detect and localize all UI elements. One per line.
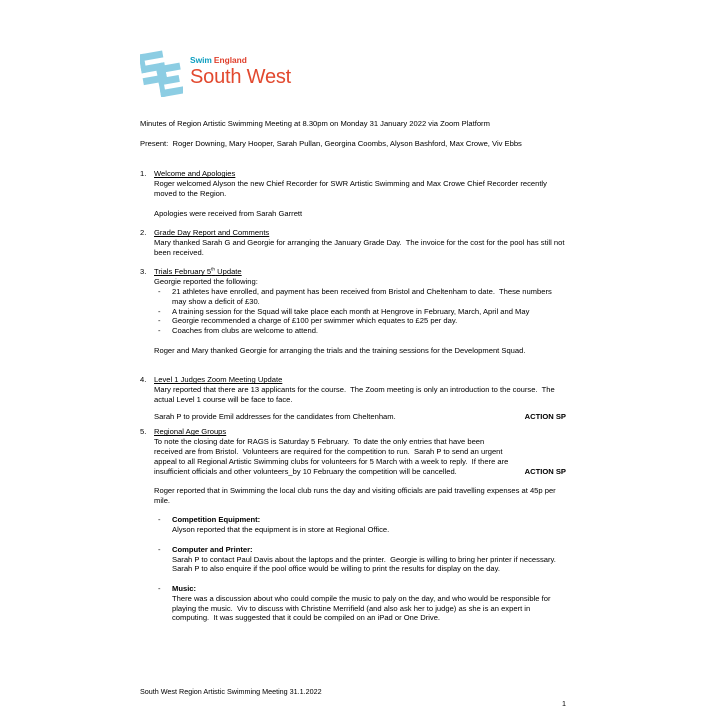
sub-item-label: Music: bbox=[172, 584, 197, 594]
sub-item-label: Competition Equipment: bbox=[172, 515, 261, 525]
paragraph-text: Georgie reported the following: bbox=[154, 277, 258, 287]
bullet-dash: - bbox=[158, 584, 161, 594]
paragraph bbox=[154, 437, 566, 476]
paragraph-text: Roger and Mary thanked Georgie for arranging the trials and the training sessions for the Development Squad. bbox=[154, 345, 526, 355]
sub-item bbox=[154, 545, 566, 574]
section-title bbox=[154, 228, 269, 238]
section-3 bbox=[140, 267, 566, 355]
paragraph bbox=[154, 277, 566, 287]
sub-item-body bbox=[172, 584, 566, 623]
section-number: 5. bbox=[140, 427, 147, 437]
paragraph bbox=[154, 385, 566, 405]
paragraph-text: Roger reported that in Swimming the local club runs the day and visiting officials are paid travelling expenses at 45p per mile. bbox=[154, 486, 558, 505]
sub-item-label: Computer and Printer: bbox=[172, 544, 253, 554]
paragraph bbox=[154, 346, 566, 356]
sub-item-text: Alyson reported that the equipment is in store at Regional Office. bbox=[172, 525, 390, 535]
section-title bbox=[154, 427, 226, 437]
section-title-text: Regional Age Groups bbox=[154, 427, 227, 437]
logo-brand-line bbox=[190, 56, 291, 66]
paragraph-text: Mary thanked Sarah G and Georgie for arranging the January Grade Day. The invoice for the cost for the pool has still not been received. bbox=[154, 237, 567, 257]
section-number: 4. bbox=[140, 375, 147, 385]
present-attendees: Present: Roger Downing, Mary Hooper, Sarah Pullan, Georgina Coombs, Alyson Bashford, Max Crowe, Viv Ebbs bbox=[140, 138, 522, 148]
section-title-text: Update bbox=[215, 267, 242, 277]
section-title bbox=[154, 169, 235, 179]
section-1 bbox=[140, 169, 566, 218]
paragraph-text: To note the closing date for RAGS is Saturday 5 February. To date the only entries that have been received are from Bristol. Volunteers are required for the competition to run. Sarah P to send an urgent appeal to all Regional Artistic Swimming clubs for volunteers for 5 March with a week to reply. If there are insufficient officials and other volunteers_by 10 February the competition will be cancelled. bbox=[154, 437, 511, 476]
paragraph-text: Apologies were received from Sarah Garrett bbox=[154, 208, 303, 218]
sub-item-body bbox=[172, 515, 566, 535]
bullet-dash: - bbox=[158, 544, 161, 554]
paragraph bbox=[154, 238, 566, 258]
sections-list bbox=[140, 169, 566, 623]
bullet-item bbox=[154, 287, 566, 307]
section-title-text: Level 1 Judges Zoom Meeting Update bbox=[154, 375, 283, 385]
section-title bbox=[154, 375, 282, 385]
swim-england-logo-icon bbox=[140, 50, 183, 97]
bullet-dash: - bbox=[158, 286, 161, 296]
section-5 bbox=[140, 427, 566, 623]
paragraph-text: Roger welcomed Alyson the new Chief Recorder for SWR Artistic Swimming and Max Crowe Chief Recorder recently moved to the Region. bbox=[154, 179, 550, 198]
section-number: 2. bbox=[140, 228, 147, 238]
ordinal-suffix: th bbox=[211, 266, 216, 272]
logo-brand-swim: Swim bbox=[190, 55, 212, 65]
paragraph bbox=[154, 412, 566, 422]
paragraph bbox=[154, 486, 566, 506]
paragraph bbox=[154, 209, 566, 219]
logo-brand-england: England bbox=[213, 55, 247, 65]
bullet-dash: - bbox=[158, 306, 161, 316]
sub-item-text: There was a discussion about who could compile the music to paly on the day, and who would be responsible for playing the music. Viv to discuss with Christine Merrifield (and also ask her to judge) as she is an expert in computing. It was suggested that it could be compiled on an iPad or One Drive. bbox=[172, 593, 553, 623]
page-number: 1 bbox=[562, 699, 566, 708]
logo-text bbox=[190, 50, 291, 89]
section-4 bbox=[140, 375, 566, 421]
sub-item bbox=[154, 515, 566, 535]
bullet-dash: - bbox=[158, 316, 161, 326]
section-heading bbox=[140, 427, 566, 437]
logo-region-name: South West bbox=[190, 65, 292, 88]
sub-item-body bbox=[172, 545, 566, 574]
bullet-item bbox=[154, 316, 566, 326]
page-footer bbox=[140, 687, 566, 708]
bullet-text: 21 athletes have enrolled, and payment has been received from Bristol and Cheltenham to date. These numbers may show a deficit of £30. bbox=[172, 286, 554, 306]
section-heading bbox=[140, 267, 566, 277]
section-body bbox=[154, 385, 566, 421]
bullet-text: A training session for the Squad will take place each month at Hengrove in February, March, April and May bbox=[172, 306, 530, 316]
swim-england-south-west-logo bbox=[140, 50, 566, 97]
sub-item-text: Sarah P to contact Paul Davis about the laptops and the printer. Georgie is willing to bring her printer if necessary. Sarah P to also enquire if the pool office would be willing to print the results for display on the day. bbox=[172, 554, 561, 574]
section-number: 1. bbox=[140, 169, 147, 179]
bullet-item bbox=[154, 307, 566, 317]
bullet-item bbox=[154, 326, 566, 336]
section-body bbox=[154, 179, 566, 218]
section-heading bbox=[140, 169, 566, 179]
paragraph-text: Sarah P to provide Emil addresses for the candidates from Cheltenham. bbox=[154, 411, 396, 421]
section-heading bbox=[140, 375, 566, 385]
section-2 bbox=[140, 228, 566, 257]
bullet-text: Coaches from clubs are welcome to attend. bbox=[172, 326, 319, 336]
action-label: ACTION SP bbox=[524, 411, 566, 421]
document-page bbox=[140, 50, 566, 623]
section-body bbox=[154, 277, 566, 355]
bullet-dash: - bbox=[158, 515, 161, 525]
section-title bbox=[154, 267, 242, 277]
section-title-text: Trials February 5 bbox=[154, 267, 212, 277]
section-title-text: Welcome and Apologies bbox=[154, 169, 236, 179]
meeting-title: Minutes of Region Artistic Swimming Meeting at 8.30pm on Monday 31 January 2022 via Zoom Platform bbox=[140, 119, 490, 128]
section-body bbox=[154, 437, 566, 623]
section-number: 3. bbox=[140, 267, 147, 277]
bullet-text: Georgie recommended a charge of £100 per swimmer which equates to £25 per day. bbox=[172, 316, 458, 326]
section-body bbox=[154, 238, 566, 258]
bullet-dash: - bbox=[158, 326, 161, 336]
section-title-text: Grade Day Report and Comments bbox=[154, 228, 270, 238]
action-label: ACTION SP bbox=[524, 466, 566, 476]
sub-item bbox=[154, 584, 566, 623]
section-heading bbox=[140, 228, 566, 238]
paragraph-text: Mary reported that there are 13 applicants for the course. The Zoom meeting is only an introduction to the course. The actual Level 1 course will be face to face. bbox=[154, 384, 557, 404]
paragraph bbox=[154, 179, 566, 199]
footer-document-title: South West Region Artistic Swimming Meeting 31.1.2022 bbox=[140, 687, 322, 696]
